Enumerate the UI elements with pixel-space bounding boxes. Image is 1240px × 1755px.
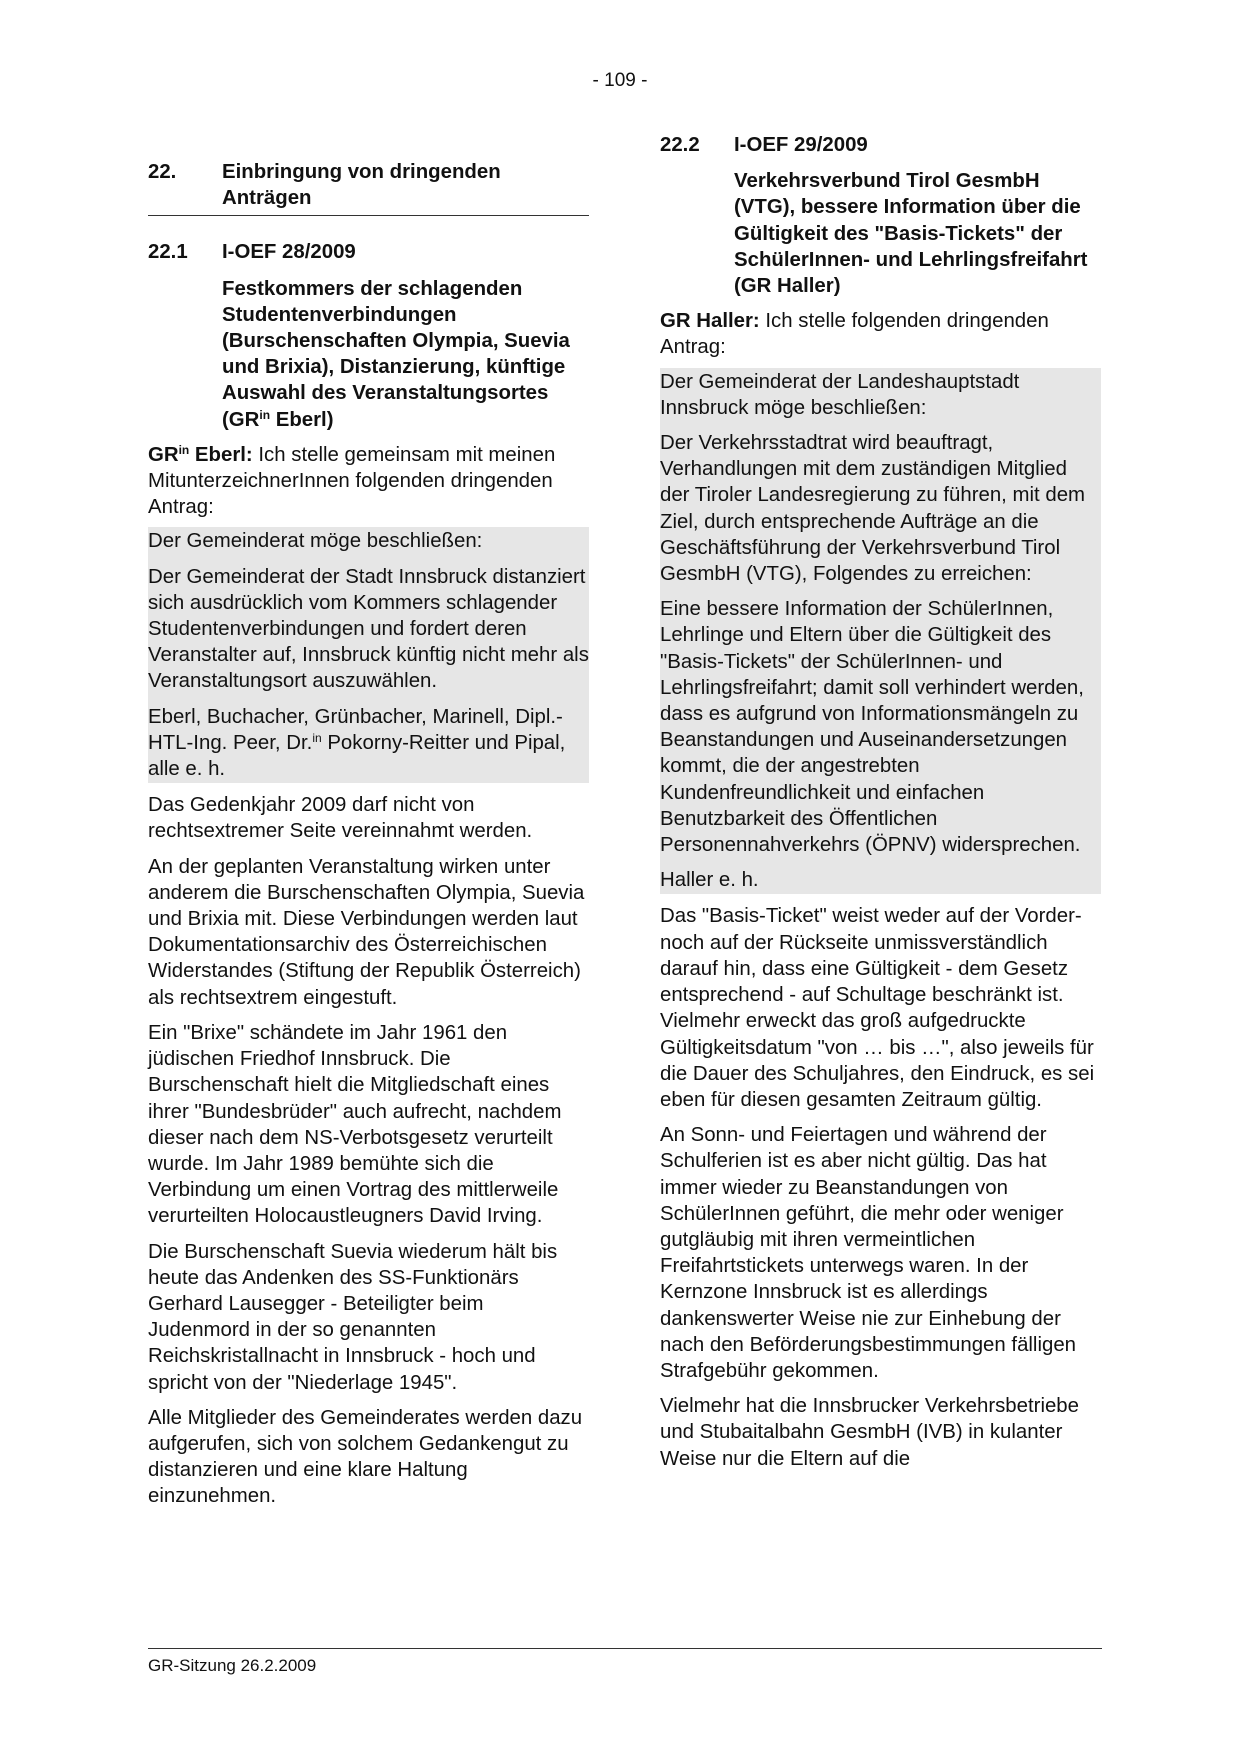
speaker-name: $GR^{in}$ Eberl: bbox=[148, 442, 253, 466]
motion-text: Der Gemeinderat möge beschließen: bbox=[148, 530, 483, 553]
section-22-2-title: Verkehrsverbund Tirol GesmbH (VTG), bessere Information über die Gültigkeit des "Basis-Tickets" der SchülerInnen- und Lehrlingsfreifahrt (GR Haller) bbox=[734, 170, 1088, 298]
speaker-name: GR Haller: bbox=[660, 310, 760, 333]
footer-divider bbox=[148, 1648, 1102, 1649]
body-paragraph: Alle Mitglieder des Gemeinderates werden dazu aufgerufen, sich von solchem Gedankengut zu distanzieren und eine klare Haltung einzunehmen. bbox=[148, 1406, 583, 1508]
section-22-1-title: Festkommers der schlagenden Studentenverbindungen (Burschenschaften Olympia, Suevia und Brixia), Distanzierung, künftige Auswahl des Veranstaltungsortes ($GR^{in}$ Eberl) bbox=[222, 277, 570, 431]
section-number: 22. bbox=[148, 161, 177, 183]
right-column bbox=[660, 132, 1101, 1472]
section-22-heading bbox=[148, 145, 589, 216]
body-paragraph: Das "Basis-Ticket" weist weder auf der Vorder- noch auf der Rückseite unmissverständlich darauf hin, dass eine Gültigkeit - dem Gesetz entsprechend - auf Schultage beschränkt ist. Vielmehr erweckt das groß aufgedruckte Gültigkeitsdatum "von … bis …", also jeweils für die Dauer des Schuljahres, den Eindruck, es sei eben für diesen gesamten Zeitraum gültig. bbox=[660, 905, 1095, 1111]
motion-box bbox=[148, 527, 589, 783]
motion-text: Der Gemeinderat der Stadt Innsbruck distanziert sich ausdrücklich vom Kommers schlagender Studentenverbindungen und fordert deren Veranstalter auf, Innsbruck künftig nicht mehr als Veranstaltungsort auszuwählen. bbox=[148, 565, 589, 693]
left-column bbox=[148, 145, 589, 1510]
section-number: 22.1 bbox=[148, 241, 188, 264]
motion-text: Der Gemeinderat der Landeshauptstadt Innsbruck möge beschließen: bbox=[660, 370, 1020, 419]
body-paragraph: Ein "Brixe" schändete im Jahr 1961 den jüdischen Friedhof Innsbruck. Die Burschenschaft hielt die Mitgliedschaft eines ihrer "Bundesbrüder" auch aufrecht, nachdem dieser nach dem NS-Verbotsgesetz verurteilt wurde. Im Jahr 1989 bemühte sich die Verbindung um einen Vortrag des mittlerweile verurteilten Holocaustleugners David Irving. bbox=[148, 1021, 562, 1228]
body-paragraph: An Sonn- und Feiertagen und während der Schulferien ist es aber nicht gültig. Das hat immer wieder zu Beanstandungen von SchülerInnen geführt, die mehr oder weniger gutgläubig mit ihren vermeintlichen Freifahrtstickets unterwegs waren. In der Kernzone Innsbruck ist es allerdings dankenswerter Weise nie zur Einhebung der nach den Beförderungsbestimmungen fälligen Strafgebühr gekommen. bbox=[660, 1124, 1077, 1382]
motion-text: Eine bessere Information der SchülerInnen, Lehrlinge und Eltern über die Gültigkeit des "Basis-Tickets" der SchülerInnen- und Lehrlingsfreifahrt; damit soll verhindert werden, dass es aufgrund von Informationsmängeln zu Beanstandungen und Auseinandersetzungen kommt, die der angestrebten Kundenfreundlichkeit und einfachen Benutzbarkeit des Öffentlichen Personennahverkehrs (ÖPNV) widersprechen. bbox=[660, 598, 1084, 857]
section-22-2-heading bbox=[660, 132, 1101, 158]
section-22-1-heading bbox=[148, 239, 589, 265]
section-id: I-OEF 29/2009 bbox=[734, 134, 868, 156]
section-id: I-OEF 28/2009 bbox=[222, 241, 356, 264]
section-number: 22.2 bbox=[660, 134, 700, 156]
body-paragraph: Das Gedenkjahr 2009 darf nicht von rechtsextremer Seite vereinnahmt werden. bbox=[148, 794, 533, 843]
intro-paragraph: GR Haller: Ich stelle folgenden dringenden Antrag: bbox=[660, 310, 1049, 359]
motion-signers: Haller e. h. bbox=[660, 869, 759, 892]
section-title: Einbringung von dringenden Anträgen bbox=[222, 161, 501, 210]
intro-paragraph: $GR^{in}$ Eberl: Ich stelle gemeinsam mit meinen MitunterzeichnerInnen folgenden dringenden Antrag: bbox=[148, 442, 556, 519]
body-paragraph: Vielmehr hat die Innsbrucker Verkehrsbetriebe und Stubaitalbahn GesmbH (IVB) in kulanter Weise nur die Eltern auf die bbox=[660, 1395, 1079, 1470]
motion-box bbox=[660, 368, 1101, 895]
body-paragraph: Die Burschenschaft Suevia wiederum hält bis heute das Andenken des SS-Funktionärs Gerhard Lausegger - Beteiligter beim Judenmord in der so genannten Reichskristallnacht in Innsbruck - hoch und spricht von der "Niederlage 1945". bbox=[148, 1240, 558, 1394]
motion-text: Der Verkehrsstadtrat wird beauftragt, Verhandlungen mit dem zuständigen Mitglied der Tiroler Landesregierung zu führen, mit dem Ziel, durch entsprechende Aufträge an die Geschäftsführung der Verkehrsverbund Tirol GesmbH (VTG), Folgendes zu erreichen: bbox=[660, 432, 1086, 586]
motion-signers: Eberl, Buchacher, Grünbacher, Marinell, Dipl.-HTL-Ing. Peer, Dr.$^{in}$ Pokorny-Reitter und Pipal, alle e. h. bbox=[148, 705, 566, 781]
body-paragraph: An der geplanten Veranstaltung wirken unter anderem die Burschenschaften Olympia, Suevia und Brixia mit. Diese Verbindungen werden laut Dokumentationsarchiv des Österreichischen Widerstandes (Stiftung der Republik Österreich) als rechtsextrem eingestuft. bbox=[148, 855, 585, 1009]
footer-text: GR-Sitzung 26.2.2009 bbox=[148, 1656, 317, 1675]
page-number: - 109 - bbox=[592, 70, 648, 91]
